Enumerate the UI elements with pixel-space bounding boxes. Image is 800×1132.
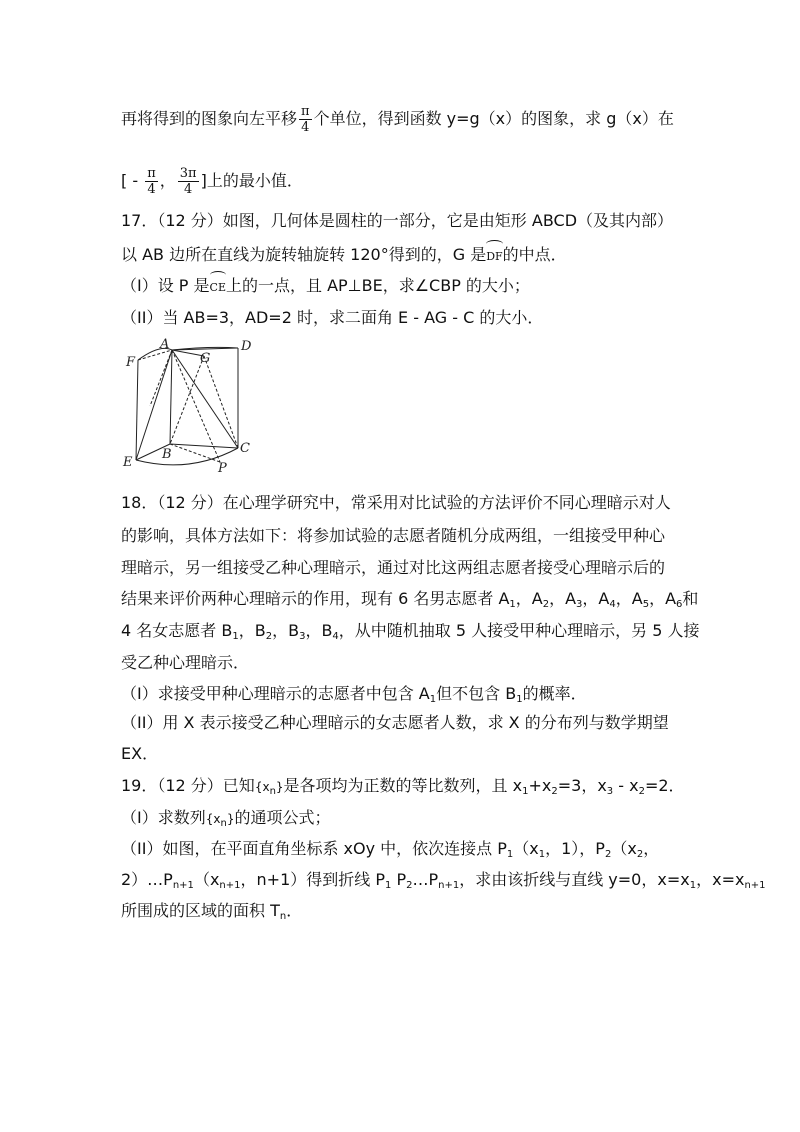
text: （I）设 P 是 [121,276,210,295]
q17-line-4: （II）当 AB=3，AD=2 时，求二面角 E - AG - C 的大小． [121,308,544,327]
subscript: 1 [232,631,239,642]
subscript: 2 [265,631,273,642]
edge-ab [170,350,172,444]
q19-line-5 [121,899,302,929]
text: 但不包含 B [436,684,517,703]
subscript: n+1 [438,880,460,891]
label-a: A [160,338,170,352]
text: ，B [272,621,300,640]
subscript: 2 [638,786,645,797]
subscript: 4 [609,599,616,610]
text: …P [412,870,439,889]
fraction-denominator: 4 [147,182,156,197]
q17-line-3 [121,274,530,300]
fraction-denominator: 4 [184,182,193,197]
subscript: 1 [429,694,437,705]
text: ，n+1）得到折线 P [240,870,385,889]
intro-line-2 [121,166,303,197]
q18-line-5 [121,619,700,649]
subscript: n [220,818,227,829]
arc-df: DF [486,245,502,269]
subscript: 1 [384,880,392,891]
text: +x [528,776,552,795]
text: ，A [515,589,543,608]
label-e: E [123,455,133,470]
q18-line-2: 的影响，具体方法如下：将参加试验的志愿者随机分成两组，一组接受甲种心 [121,526,666,545]
sequence-xn [205,812,235,829]
q19-line-4 [121,868,766,898]
edge-fe [136,360,138,460]
text: ，A [549,589,577,608]
q18-line-6: 受乙种心理暗示． [121,653,250,672]
text: 的通项公式； [234,808,331,827]
sequence-xn [254,780,284,797]
subscript: n [279,911,287,922]
q18-line-1: 18．（12 分）在心理学研究中，常采用对比试验的方法评价不同心理暗示对人 [121,493,671,512]
fraction-pi-over-4 [299,104,312,135]
text: （x [513,839,539,858]
q18-line-3: 理暗示，另一组接受乙种心理暗示，通过对比这两组志愿者接受心理暗示后的 [121,558,666,577]
arc-ce: CE [210,276,226,300]
text: 结果来评价两种心理暗示的作用，现有 6 名男志愿者 A [121,589,510,608]
label-f: F [126,355,136,370]
text: （I）求接受甲种心理暗示的志愿者中包含 A [121,684,430,703]
text: 再将得到的图象向左平移 [121,109,298,128]
segment-af-dashed [150,350,172,406]
subscript: 2 [551,786,558,797]
text: 4 名女志愿者 B [121,621,233,640]
subscript: 3 [576,599,583,610]
cylinder-figure [120,338,260,474]
subscript: 3 [299,631,306,642]
q18-line-4 [121,587,698,617]
fraction-denominator: 4 [301,120,310,135]
q17-line-1: 17．（12 分）如图，几何体是圆柱的一部分，它是由矩形 ABCD（及其内部） [121,211,674,230]
subscript: 1 [516,694,523,705]
text: 的中点． [502,245,567,264]
subscript: 2 [542,599,550,610]
label-c: C [240,441,250,456]
fraction-numerator: π [147,166,156,181]
subscript: 1 [522,786,529,797]
text: ，求由该折线与直线 y=0，x=x [459,870,690,889]
q19-line-2 [121,806,330,836]
text: P [391,870,407,889]
text: } [226,812,235,826]
text: ，B [305,621,333,640]
text: （I）求数列 [121,808,206,827]
fraction-numerator: π [301,104,310,119]
text: （x [193,870,220,889]
text: （II）如图，在平面直角坐标系 xOy 中，依次连接点 P [121,839,507,858]
text: =3，x [557,776,607,795]
text: =2． [644,776,685,795]
segment-gc-dashed [204,356,238,448]
subscript: 3 [606,786,614,797]
text: ，A [649,589,677,608]
subscript: n [269,786,276,797]
subscript: 1 [689,880,697,891]
text: ，A [615,589,643,608]
text: 和 [682,589,699,608]
q18-line-7 [121,682,587,712]
fraction-3pi-over-4 [178,166,199,197]
fraction-neg-pi-over-4 [145,166,158,197]
text: 上的一点，且 AP⊥BE，求∠CBP 的大小； [226,276,530,295]
text: {x [205,812,221,826]
text: 19．（12 分）已知 [121,776,255,795]
text: {x [254,780,270,794]
q19-line-1 [121,774,685,804]
q18-line-9: EX． [121,744,159,763]
subscript: 2 [604,849,612,860]
text: ，A [582,589,610,608]
text: - x [613,776,639,795]
text: 的概率． [522,684,587,703]
text: 所围成的区域的面积 T [121,901,280,920]
subscript: 2 [406,880,413,891]
subscript: n+1 [172,880,194,891]
text: 以 AB 边所在直线为旋转轴旋转 120°得到的，G 是 [121,245,487,264]
text: ]上的最小值． [200,171,303,190]
text: 2）…P [121,870,173,889]
q17-line-2 [121,243,567,269]
fraction-numerator: 3π [179,166,197,181]
subscript: 1 [506,849,514,860]
label-b: B [162,447,172,462]
label-d: D [241,339,252,354]
subscript: n+1 [744,880,766,891]
text: （x [611,839,637,858]
text: [ - [121,171,144,190]
q19-line-3 [121,837,659,867]
text: 是各项均为正数的等比数列，且 x [283,776,523,795]
text: 个单位，得到函数 y=g（x）的图象，求 g（x）在 [313,109,674,128]
label-g: G [200,351,211,366]
text: ，B [238,621,266,640]
subscript: 5 [642,599,650,610]
text: } [275,780,284,794]
subscript: 6 [676,599,683,610]
subscript: 4 [332,631,339,642]
text: ，从中随机抽取 5 人接受甲种心理暗示，另 5 人接 [338,621,700,640]
subscript: 1 [538,849,546,860]
intro-line-1 [121,104,674,135]
text: ， [159,171,176,190]
subscript: 1 [509,599,516,610]
subscript: 2 [636,849,644,860]
text: ． [286,901,303,920]
text: ， [643,839,660,858]
segment-ae [136,350,172,460]
text: ，x=x [696,870,745,889]
q18-line-8: （II）用 X 表示接受乙种心理暗示的女志愿者人数，求 X 的分布列与数学期望 [121,713,669,732]
text: ，1），P [545,839,605,858]
segment-gb-dashed [170,356,204,444]
label-p: P [218,461,227,474]
subscript: n+1 [219,880,241,891]
